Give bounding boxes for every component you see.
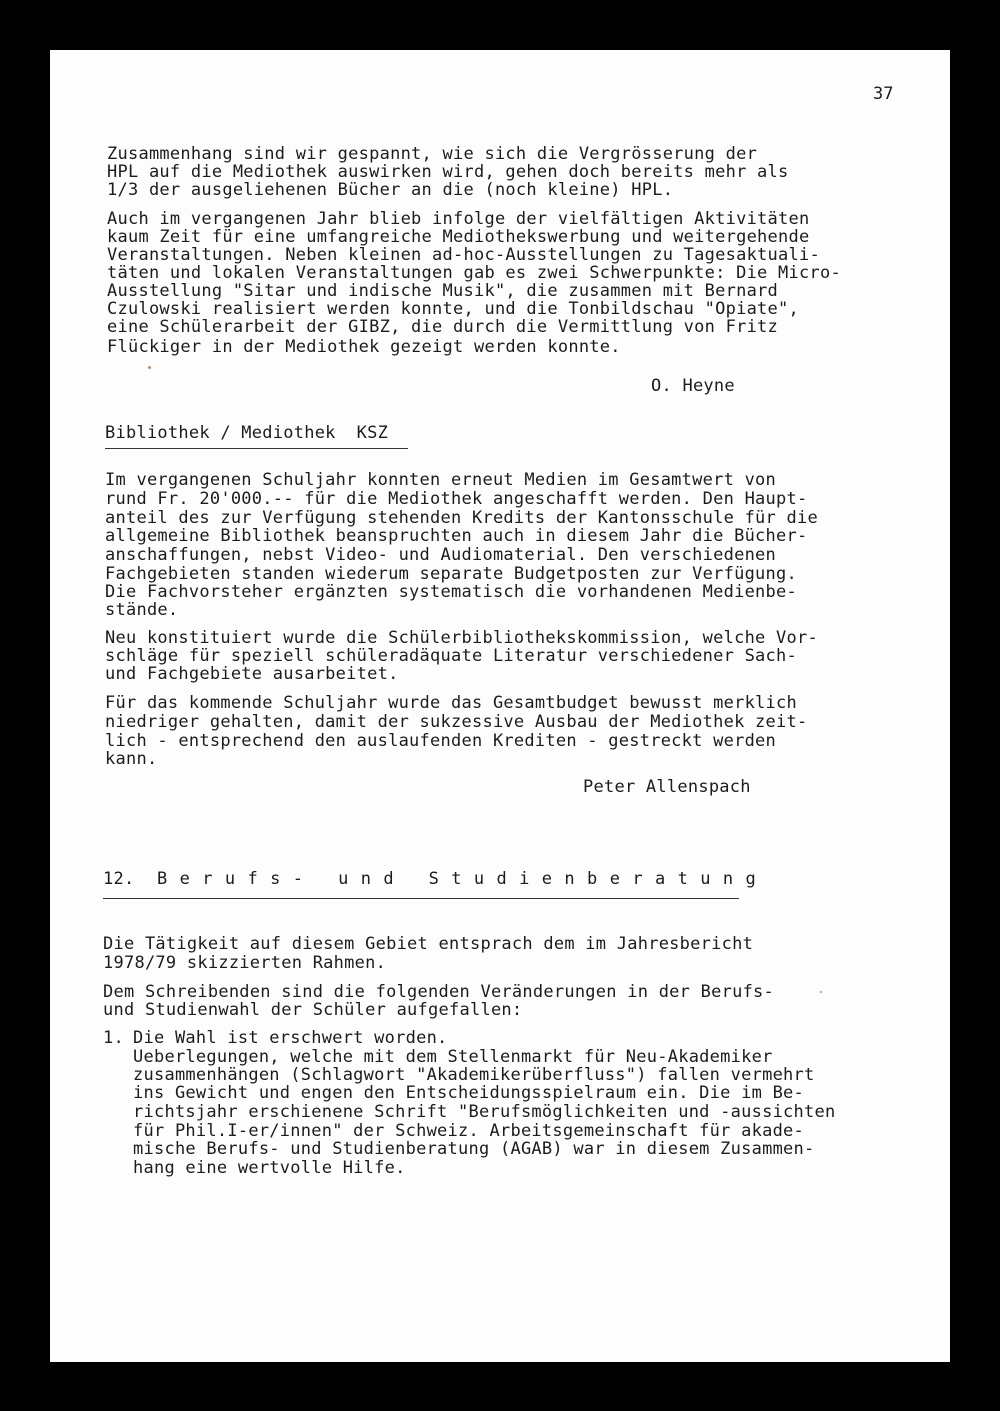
text-line: Flückiger in der Mediothek gezeigt werden konnte. <box>107 337 621 357</box>
text-line: HPL auf die Mediothek auswirken wird, gehen doch bereits mehr als <box>107 162 789 182</box>
section-heading-berufsberatung: Berufs- und Studienberatung <box>157 869 769 889</box>
text-line: niedriger gehalten, damit der sukzessive Ausbau der Mediothek zeit- <box>105 712 808 732</box>
text-line: für Phil.I-er/innen" der Schweiz. Arbeitsgemeinschaft für akade- <box>133 1121 805 1141</box>
text-line: Die Fachvorsteher ergänzten systematisch die vorhandenen Medienbe- <box>105 582 798 602</box>
speck-mark <box>820 991 822 993</box>
heading-underline <box>103 898 739 899</box>
text-line: Veranstaltungen. Neben kleinen ad-hoc-Ausstellungen zu Tagesaktuali- <box>107 245 820 265</box>
text-line: Für das kommende Schuljahr wurde das Gesamtbudget bewusst merklich <box>105 693 798 713</box>
text-line: täten und lokalen Veranstaltungen gab es zwei Schwerpunkte: Die Micro- <box>107 263 841 283</box>
text-line: Ausstellung "Sitar und indische Musik", die zusammen mit Bernard <box>107 281 779 301</box>
text-line: hang eine wertvolle Hilfe. <box>133 1158 406 1178</box>
text-line: kann. <box>105 749 158 769</box>
text-line: richtsjahr erschienene Schrift "Berufsmöglichkeiten und -aussichten <box>133 1102 836 1122</box>
list-item-title: Die Wahl ist erschwert worden. <box>133 1028 448 1048</box>
text-line: Fachgebieten standen wiederum separate Budgetposten zur Verfügung. <box>105 564 798 584</box>
section-number: 12. <box>103 869 135 889</box>
text-line: stände. <box>105 600 179 620</box>
document-page <box>50 50 950 1362</box>
text-line: eine Schülerarbeit der GIBZ, die durch die Vermittlung von Fritz <box>107 317 779 337</box>
text-line: Ueberlegungen, welche mit dem Stellenmarkt für Neu-Akademiker <box>133 1047 773 1067</box>
text-line: und Studienwahl der Schüler aufgefallen: <box>103 1000 523 1020</box>
text-line: zusammenhängen (Schlagwort "Akademikerüberfluss") fallen vermehrt <box>133 1065 815 1085</box>
text-line: mische Berufs- und Studienberatung (AGAB) war in diesem Zusammen- <box>133 1139 815 1159</box>
text-line: allgemeine Bibliothek beanspruchten auch in diesem Jahr die Bücher- <box>105 526 808 546</box>
text-line: Auch im vergangenen Jahr blieb infolge der vielfältigen Aktivitäten <box>107 209 810 229</box>
text-line: 1978/79 skizzierten Rahmen. <box>103 953 387 973</box>
text-line: anteil des zur Verfügung stehenden Kredits der Kantonsschule für die <box>105 508 818 528</box>
text-line: Czulowski realisiert werden konnte, und die Tonbildschau "Opiate", <box>107 299 800 319</box>
text-line: ins Gewicht und engen den Entscheidungsspielraum ein. Die im Be- <box>133 1083 805 1103</box>
list-marker: 1. <box>103 1028 124 1048</box>
signature-heyne: O. Heyne <box>651 376 735 396</box>
text-line: Im vergangenen Schuljahr konnten erneut Medien im Gesamtwert von <box>105 470 777 490</box>
text-line: Neu konstituiert wurde die Schülerbibliothekskommission, welche Vor- <box>105 628 818 648</box>
text-line: anschaffungen, nebst Video- und Audiomaterial. Den verschiedenen <box>105 545 777 565</box>
text-line: und Fachgebiete ausarbeitet. <box>105 664 399 684</box>
page-number: 37 <box>873 84 894 104</box>
text-line: kaum Zeit für eine umfangreiche Mediothekswerbung und weitergehende <box>107 227 810 247</box>
text-line: rund Fr. 20'000.-- für die Mediothek angeschafft werden. Den Haupt- <box>105 489 808 509</box>
text-line: lich - entsprechend den auslaufenden Krediten - gestreckt werden <box>105 731 777 751</box>
section-heading-ksz: Bibliothek / Mediothek KSZ <box>105 423 389 443</box>
text-line: Die Tätigkeit auf diesem Gebiet entsprach dem im Jahresbericht <box>103 934 754 954</box>
heading-underline <box>105 448 408 449</box>
text-line: 1/3 der ausgeliehenen Bücher an die (noch kleine) HPL. <box>107 180 674 200</box>
text-line: Dem Schreibenden sind die folgenden Veränderungen in der Berufs- <box>103 982 775 1002</box>
speck-mark <box>148 366 151 369</box>
signature-allenspach: Peter Allenspach <box>583 777 751 797</box>
text-line: schläge für speziell schüleradäquate Literatur verschiedener Sach- <box>105 646 798 666</box>
text-line: Zusammenhang sind wir gespannt, wie sich die Vergrösserung der <box>107 144 758 164</box>
